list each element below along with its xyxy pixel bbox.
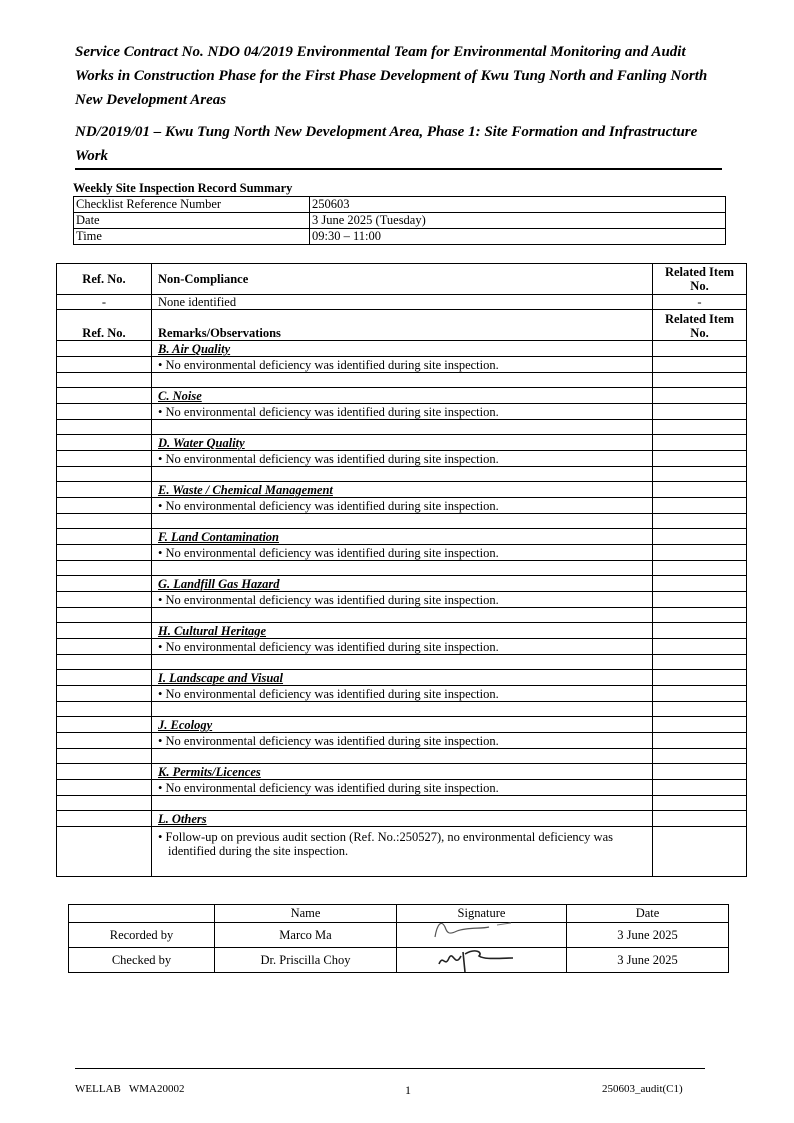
section-title: G. Landfill Gas Hazard <box>152 576 653 592</box>
item-cell <box>653 482 747 498</box>
signoff-name: Marco Ma <box>215 923 397 948</box>
item-cell <box>653 373 747 388</box>
section-note-text: No environmental deficiency was identified during site inspection. <box>165 405 499 419</box>
page-number: 1 <box>405 1083 411 1097</box>
section-note-text: No environmental deficiency was identified during site inspection. <box>165 593 499 607</box>
item-cell <box>653 670 747 686</box>
summary-heading: Weekly Site Inspection Record Summary <box>73 181 293 195</box>
ref-cell <box>57 388 152 404</box>
signoff-date: 3 June 2025 <box>567 948 729 973</box>
col-related-item: Related Item No. <box>653 310 747 341</box>
bullet-icon: • <box>158 734 166 748</box>
ref-cell <box>57 796 152 811</box>
ref-cell <box>57 404 152 420</box>
ref-cell <box>57 561 152 576</box>
section-title: F. Land Contamination <box>152 529 653 545</box>
ref-cell <box>57 467 152 482</box>
summary-value: 250603 <box>310 197 726 213</box>
blank-row <box>57 702 747 717</box>
section-note-text: No environmental deficiency was identified during site inspection. <box>165 640 499 654</box>
item-cell <box>653 702 747 717</box>
ref-cell <box>57 420 152 435</box>
blank-row <box>57 514 747 529</box>
ref-cell <box>57 717 152 733</box>
nc-desc: None identified <box>152 295 653 310</box>
inspection-table <box>56 263 747 877</box>
blank-row <box>57 467 747 482</box>
ref-cell <box>57 780 152 796</box>
section-title-row <box>57 529 747 545</box>
ref-cell <box>57 451 152 467</box>
bullet-icon: • <box>158 499 166 513</box>
section-title-row <box>57 388 747 404</box>
blank-cell <box>152 796 653 811</box>
item-cell <box>653 796 747 811</box>
ref-cell <box>57 545 152 561</box>
item-cell <box>653 451 747 467</box>
blank-cell <box>152 467 653 482</box>
blank-row <box>57 608 747 623</box>
item-cell <box>653 655 747 670</box>
summary-row <box>74 197 726 213</box>
summary-value: 3 June 2025 (Tuesday) <box>310 213 726 229</box>
section-note-row <box>57 592 747 608</box>
summary-value: 09:30 – 11:00 <box>310 229 726 245</box>
item-cell <box>653 420 747 435</box>
signoff-role: Recorded by <box>69 923 215 948</box>
remarks-header <box>57 310 747 341</box>
blank-cell <box>152 749 653 764</box>
blank-row <box>57 420 747 435</box>
summary-label: Time <box>74 229 310 245</box>
document-header <box>75 40 725 168</box>
item-cell <box>653 827 747 877</box>
ref-cell <box>57 733 152 749</box>
bullet-icon: • <box>158 452 166 466</box>
item-cell <box>653 733 747 749</box>
bullet-icon: • <box>158 781 166 795</box>
inspection-summary <box>73 181 728 245</box>
signoff-header <box>69 905 729 923</box>
bullet-icon: • <box>158 687 166 701</box>
section-title-row <box>57 717 747 733</box>
document-subtitle: ND/2019/01 – Kwu Tung North New Development Area, Phase 1: Site Formation and Infrastructure Work <box>75 124 698 164</box>
item-cell <box>653 811 747 827</box>
section-note <box>152 733 653 749</box>
item-cell <box>653 467 747 482</box>
col-ref-no: Ref. No. <box>57 264 152 295</box>
ref-cell <box>57 357 152 373</box>
section-note-row <box>57 451 747 467</box>
section-note-text: No environmental deficiency was identified during site inspection. <box>165 499 499 513</box>
signoff-row <box>69 948 729 973</box>
ref-cell <box>57 639 152 655</box>
blank-cell <box>152 514 653 529</box>
section-note <box>152 498 653 514</box>
header-divider <box>75 168 722 170</box>
blank-cell <box>152 373 653 388</box>
nc-item: - <box>653 295 747 310</box>
section-note-text: No environmental deficiency was identified during site inspection. <box>165 687 499 701</box>
section-title: H. Cultural Heritage <box>152 623 653 639</box>
section-title: L. Others <box>152 811 653 827</box>
non-compliance-header <box>57 264 747 295</box>
section-title-row <box>57 482 747 498</box>
col-non-compliance: Non-Compliance <box>152 264 653 295</box>
ref-cell <box>57 749 152 764</box>
section-note-row <box>57 404 747 420</box>
bullet-icon: • <box>158 640 166 654</box>
item-cell <box>653 388 747 404</box>
item-cell <box>653 341 747 357</box>
section-title: C. Noise <box>152 388 653 404</box>
ref-cell <box>57 592 152 608</box>
signoff-role: Checked by <box>69 948 215 973</box>
blank-row <box>57 749 747 764</box>
ref-cell <box>57 341 152 357</box>
item-cell <box>653 545 747 561</box>
section-note-text: No environmental deficiency was identified during site inspection. <box>165 781 499 795</box>
section-title: J. Ecology <box>152 717 653 733</box>
item-cell <box>653 608 747 623</box>
ref-cell <box>57 686 152 702</box>
blank-cell <box>152 561 653 576</box>
section-note-row <box>57 498 747 514</box>
ref-cell <box>57 623 152 639</box>
section-title-row <box>57 435 747 451</box>
section-note-row <box>57 733 747 749</box>
summary-row <box>74 229 726 245</box>
blank-row <box>57 796 747 811</box>
section-title-row <box>57 670 747 686</box>
ref-cell <box>57 608 152 623</box>
item-cell <box>653 749 747 764</box>
col-remarks: Remarks/Observations <box>152 310 653 341</box>
ref-cell <box>57 435 152 451</box>
item-cell <box>653 514 747 529</box>
section-note-text: Follow-up on previous audit section (Ref. No.:250527), no environmental deficiency was identified during the site inspection. <box>165 830 613 858</box>
blank-row <box>57 373 747 388</box>
ref-cell <box>57 482 152 498</box>
ref-cell <box>57 670 152 686</box>
col-signature: Signature <box>397 905 567 923</box>
ref-cell <box>57 811 152 827</box>
item-cell <box>653 717 747 733</box>
section-note <box>152 639 653 655</box>
signoff-blank <box>69 905 215 923</box>
item-cell <box>653 623 747 639</box>
section-note-row <box>57 827 747 877</box>
ref-cell <box>57 373 152 388</box>
summary-table <box>73 196 726 245</box>
signoff-name: Dr. Priscilla Choy <box>215 948 397 973</box>
item-cell <box>653 561 747 576</box>
ref-cell <box>57 498 152 514</box>
section-title-row <box>57 341 747 357</box>
item-cell <box>653 529 747 545</box>
section-title-row <box>57 623 747 639</box>
bullet-icon: • <box>158 546 166 560</box>
signoff-table <box>68 904 729 973</box>
item-cell <box>653 576 747 592</box>
bullet-icon: • <box>158 405 166 419</box>
non-compliance-row <box>57 295 747 310</box>
bullet-icon: • <box>158 593 166 607</box>
col-name: Name <box>215 905 397 923</box>
summary-row <box>74 213 726 229</box>
section-title: E. Waste / Chemical Management <box>152 482 653 498</box>
handwritten-signature-icon <box>435 942 525 976</box>
section-note <box>152 592 653 608</box>
section-note <box>152 404 653 420</box>
section-note-row <box>57 639 747 655</box>
item-cell <box>653 686 747 702</box>
section-title: B. Air Quality <box>152 341 653 357</box>
section-note <box>152 827 653 877</box>
section-note-row <box>57 357 747 373</box>
section-title: K. Permits/Licences <box>152 764 653 780</box>
section-note <box>152 357 653 373</box>
section-note-text: No environmental deficiency was identified during site inspection. <box>165 452 499 466</box>
section-note-text: No environmental deficiency was identified during site inspection. <box>165 358 499 372</box>
blank-cell <box>152 420 653 435</box>
section-title: D. Water Quality <box>152 435 653 451</box>
document-title: Service Contract No. NDO 04/2019 Environmental Team for Environmental Monitoring and Audit Works in Construction Phase for the First Phase Development of Kwu Tung North and Fanling North New Development Areas <box>75 44 708 108</box>
item-cell <box>653 404 747 420</box>
blank-row <box>57 655 747 670</box>
bullet-icon: • <box>158 830 166 844</box>
footer-divider <box>75 1068 705 1069</box>
section-note-row <box>57 780 747 796</box>
nc-ref: - <box>57 295 152 310</box>
ref-cell <box>57 514 152 529</box>
summary-label: Date <box>74 213 310 229</box>
item-cell <box>653 592 747 608</box>
signature-cell <box>397 948 567 973</box>
section-note-text: No environmental deficiency was identified during site inspection. <box>165 734 499 748</box>
item-cell <box>653 498 747 514</box>
section-title: I. Landscape and Visual <box>152 670 653 686</box>
ref-cell <box>57 764 152 780</box>
ref-cell <box>57 827 152 877</box>
blank-cell <box>152 655 653 670</box>
item-cell <box>653 357 747 373</box>
col-related-item: Related Item No. <box>653 264 747 295</box>
section-note <box>152 686 653 702</box>
item-cell <box>653 435 747 451</box>
handwritten-signature-icon <box>427 913 517 943</box>
footer-reference: WELLAB WMA20002 <box>75 1083 185 1095</box>
section-note-text: No environmental deficiency was identified during site inspection. <box>165 546 499 560</box>
section-title-row <box>57 576 747 592</box>
blank-row <box>57 561 747 576</box>
signoff-row <box>69 923 729 948</box>
section-note-row <box>57 686 747 702</box>
blank-cell <box>152 608 653 623</box>
signoff-date: 3 June 2025 <box>567 923 729 948</box>
blank-cell <box>152 702 653 717</box>
item-cell <box>653 780 747 796</box>
summary-label: Checklist Reference Number <box>74 197 310 213</box>
item-cell <box>653 639 747 655</box>
section-note <box>152 780 653 796</box>
ref-cell <box>57 655 152 670</box>
section-title-row <box>57 764 747 780</box>
ref-cell <box>57 702 152 717</box>
section-note-row <box>57 545 747 561</box>
section-note <box>152 451 653 467</box>
section-title-row <box>57 811 747 827</box>
section-note <box>152 545 653 561</box>
item-cell <box>653 764 747 780</box>
col-ref-no: Ref. No. <box>57 310 152 341</box>
footer-document-id: 250603_audit(C1) <box>602 1083 683 1095</box>
ref-cell <box>57 576 152 592</box>
col-date: Date <box>567 905 729 923</box>
ref-cell <box>57 529 152 545</box>
bullet-icon: • <box>158 358 166 372</box>
